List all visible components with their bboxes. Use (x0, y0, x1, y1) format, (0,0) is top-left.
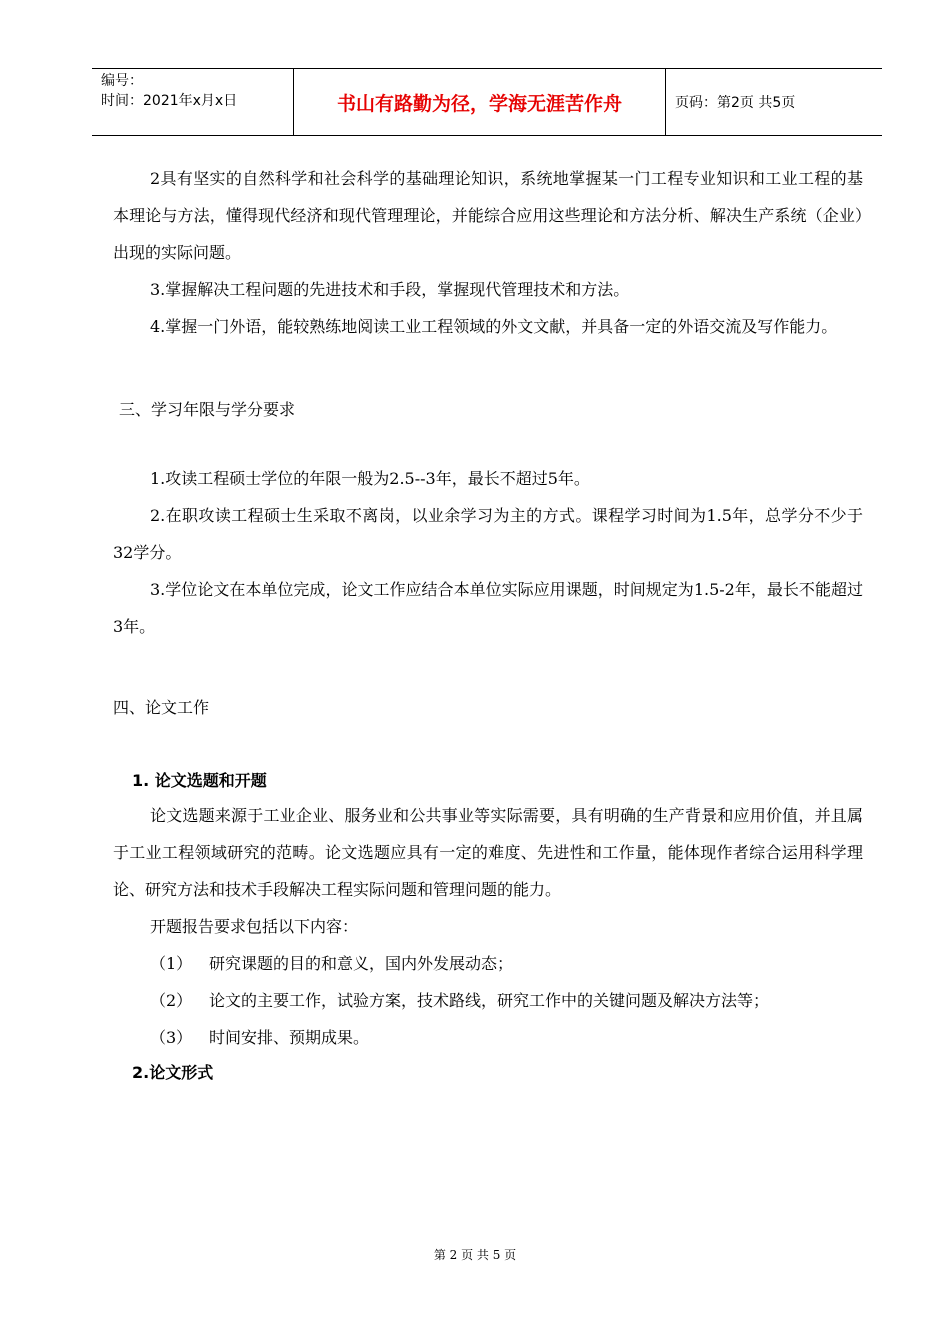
list-item (113, 982, 863, 1019)
paragraph: 2具有坚实的自然科学和社会科学的基础理论知识，系统地掌握某一门工程专业知识和工业工程的基本理论与方法，懂得现代经济和现代管理理论，并能综合应用这些理论和方法分析、解决生产系统（企业）出现的实际问题。 (113, 169, 863, 262)
list-item-number: （1） (150, 954, 193, 973)
list-item (113, 1019, 863, 1056)
paragraph: 开题报告要求包括以下内容： (150, 917, 359, 936)
paragraph: 3.学位论文在本单位完成，论文工作应结合本单位实际应用课题，时间规定为1.5-2年，最长不能超过3年。 (113, 580, 863, 636)
section-heading: 三、学习年限与学分要求 (119, 400, 296, 419)
paragraph: 3.掌握解决工程问题的先进技术和手段，掌握现代管理技术和方法。 (150, 280, 630, 299)
paragraph: 1.攻读工程硕士学位的年限一般为2.5--3年，最长不超过5年。 (150, 469, 590, 488)
list-item-number: （2） (150, 991, 193, 1010)
paragraph: 2.在职攻读工程硕士生采取不离岗，以业余学习为主的方式。课程学习时间为1.5年，总学分不少于32学分。 (113, 506, 863, 562)
page-header (92, 68, 882, 136)
section-heading: 四、论文工作 (113, 698, 210, 717)
list-item-number: （3） (150, 1028, 193, 1047)
list-item-text: 研究课题的目的和意义，国内外发展动态； (209, 954, 514, 973)
list-item (113, 945, 863, 982)
number-label: 编号： (101, 73, 143, 89)
list-item-text: 论文的主要工作，试验方案，技术路线，研究工作中的关键问题及解决方法等； (209, 991, 770, 1010)
time-label: 时间：2021年x月x日 (101, 93, 238, 109)
page-footer: 第 2 页 共 5 页 (433, 1248, 517, 1262)
paragraph: 4.掌握一门外语，能较熟练地阅读工业工程领域的外文文献，并具备一定的外语交流及写作能力。 (150, 317, 838, 336)
header-motto: 书山有路勤为径，学海无涯苦作舟 (293, 69, 666, 135)
list-item-text: 时间安排、预期成果。 (209, 1028, 370, 1047)
document-body (113, 160, 863, 1083)
subsection-heading: 1. 论文选题和开题 (132, 771, 267, 790)
header-left (92, 69, 293, 135)
subsection-heading: 2.论文形式 (132, 1063, 214, 1082)
header-page-label: 页码：第2页 共5页 (675, 95, 796, 111)
paragraph: 论文选题来源于工业企业、服务业和公共事业等实际需要，具有明确的生产背景和应用价值，并且属于工业工程领域研究的范畴。论文选题应具有一定的难度、先进性和工作量，能体现作者综合运用科学理论、研究方法和技术手段解决工程实际问题和管理问题的能力。 (113, 806, 863, 899)
